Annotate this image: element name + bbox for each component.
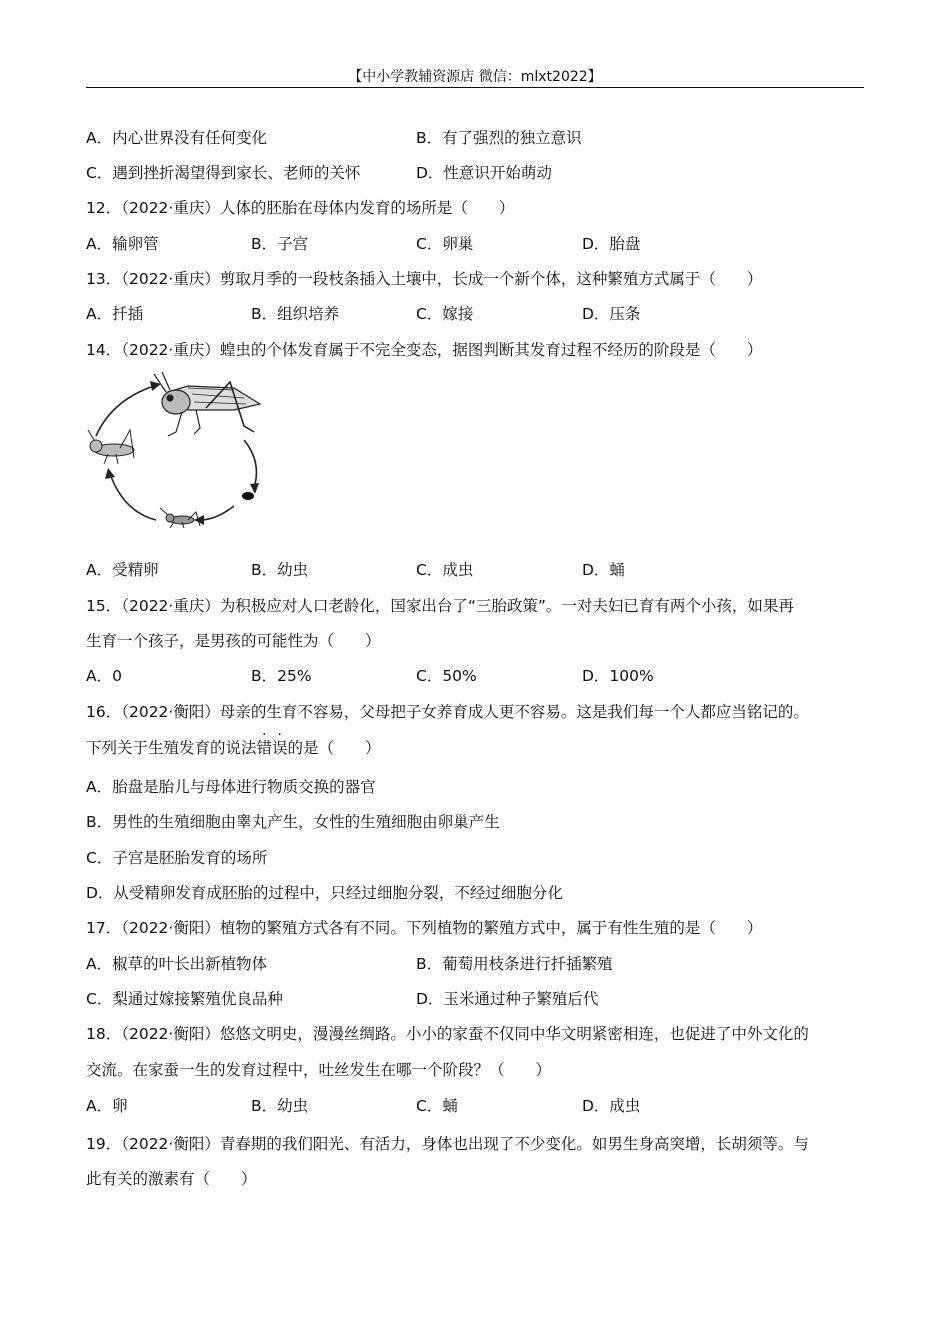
q14-option-b: B．幼虫 xyxy=(251,561,309,579)
q15-stem-line1: 15．（2022·重庆）为积极应对人口老龄化，国家出台了“三胎政策”。一对夫妇已育有两个小孩，如果再 xyxy=(86,597,794,615)
page-header: 【中小学教辅资源店 微信：mlxt2022】 xyxy=(348,69,602,85)
q13-option-a: A．扦插 xyxy=(86,305,144,323)
q12-option-d: D．胎盘 xyxy=(582,235,641,253)
q12-option-a: A．输卵管 xyxy=(86,235,159,253)
q13-stem: 13．（2022·重庆）剪取月季的一段枝条插入土壤中，长成一个新个体，这种繁殖方式属于（ ） xyxy=(86,270,763,288)
arrow-head-1 xyxy=(250,483,259,494)
q14-option-c: C．成虫 xyxy=(416,561,474,579)
q19-stem-line2: 此有关的激素有（ ） xyxy=(86,1170,257,1188)
q11-option-c: C．遇到挫折渴望得到家长、老师的关怀 xyxy=(86,164,361,182)
arrow-egg-to-nymph xyxy=(200,506,234,520)
q15-option-a: A．0 xyxy=(86,667,122,685)
q16-emphasis-char-2: 误 xyxy=(272,739,288,757)
arrow-head-3 xyxy=(105,468,115,479)
q17-option-a: A．椒草的叶长出新植物体 xyxy=(86,955,268,973)
q11-option-a: A．内心世界没有任何变化 xyxy=(86,129,268,147)
q16-emphasis-char-1: 错 xyxy=(256,739,273,757)
q16-option-a: A．胎盘是胎儿与母体进行物质交换的器官 xyxy=(86,778,376,796)
q16-stem-line2 xyxy=(86,738,381,758)
q13-option-c: C．嫁接 xyxy=(416,305,474,323)
q19-stem-line1: 19．（2022·衡阳）青春期的我们阳光、有活力，身体也出现了不少变化。如男生身高突增，长胡须等。与 xyxy=(86,1135,809,1153)
q12-stem: 12．（2022·重庆）人体的胚胎在母体内发育的场所是（ ） xyxy=(86,199,515,217)
q18-option-d: D．成虫 xyxy=(582,1097,641,1115)
q17-option-d: D．玉米通过种子繁殖后代 xyxy=(416,990,599,1008)
q18-option-c: C．蛹 xyxy=(416,1097,458,1115)
q12-option-b: B．子宫 xyxy=(251,235,309,253)
q16-stem-pre: 下列关于生殖发育的说法 xyxy=(86,739,257,757)
q13-option-d: D．压条 xyxy=(582,305,641,323)
q18-option-b: B．幼虫 xyxy=(251,1097,309,1115)
arrow-large-nymph-to-adult xyxy=(96,386,154,436)
small-nymph xyxy=(160,508,200,528)
q17-stem: 17．（2022·衡阳）植物的繁殖方式各有不同。下列植物的繁殖方式中，属于有性生殖的是（ ） xyxy=(86,919,763,937)
adult-locust xyxy=(154,372,260,436)
locust-egg xyxy=(242,492,254,500)
q11-option-d: D．性意识开始萌动 xyxy=(416,164,552,182)
q14-option-d: D．蛹 xyxy=(582,561,625,579)
q16-option-d: D．从受精卵发育成胚胎的过程中，只经过细胞分裂，不经过细胞分化 xyxy=(86,884,563,902)
q18-option-a: A．卵 xyxy=(86,1097,128,1115)
q16-stem-line1: 16．（2022·衡阳）母亲的生育不容易，父母把子女养育成人更不容易。这是我们每一个人都应当铭记的。 xyxy=(86,703,809,721)
q16-stem-post: 的是（ ） xyxy=(287,739,381,757)
locust-life-cycle-figure xyxy=(84,370,274,532)
q13-option-b: B．组织培养 xyxy=(251,305,340,323)
q16-option-c: C．子宫是胚胎发育的场所 xyxy=(86,849,268,867)
q15-option-c: C．50% xyxy=(416,667,477,685)
q17-option-c: C．梨通过嫁接繁殖优良品种 xyxy=(86,990,283,1008)
q15-option-b: B．25% xyxy=(251,667,312,685)
q16-option-b: B．男性的生殖细胞由睾丸产生，女性的生殖细胞由卵巢产生 xyxy=(86,813,500,831)
q14-stem: 14．（2022·重庆）蝗虫的个体发育属于不完全变态，据图判断其发育过程不经历的阶段是（ ） xyxy=(86,341,763,359)
q18-stem-line2: 交流。在家蚕一生的发育过程中，吐丝发生在哪一个阶段？（ ） xyxy=(86,1061,552,1079)
arrow-adult-to-egg xyxy=(244,440,256,488)
q11-option-b: B．有了强烈的独立意识 xyxy=(416,129,582,147)
q18-stem-line1: 18．（2022·衡阳）悠悠文明史，漫漫丝绸路。小小的家蚕不仅同中华文明紧密相连，也促进了中外文化的 xyxy=(86,1025,809,1043)
header-divider xyxy=(86,87,864,88)
large-nymph xyxy=(88,430,134,464)
arrow-nymph-to-large-nymph xyxy=(110,474,156,520)
q14-option-a: A．受精卵 xyxy=(86,561,159,579)
q17-option-b: B．葡萄用枝条进行扦插繁殖 xyxy=(416,955,613,973)
q12-option-c: C．卵巢 xyxy=(416,235,474,253)
q15-option-d: D．100% xyxy=(582,667,654,685)
q15-stem-line2: 生育一个孩子，是男孩的可能性为（ ） xyxy=(86,632,381,650)
